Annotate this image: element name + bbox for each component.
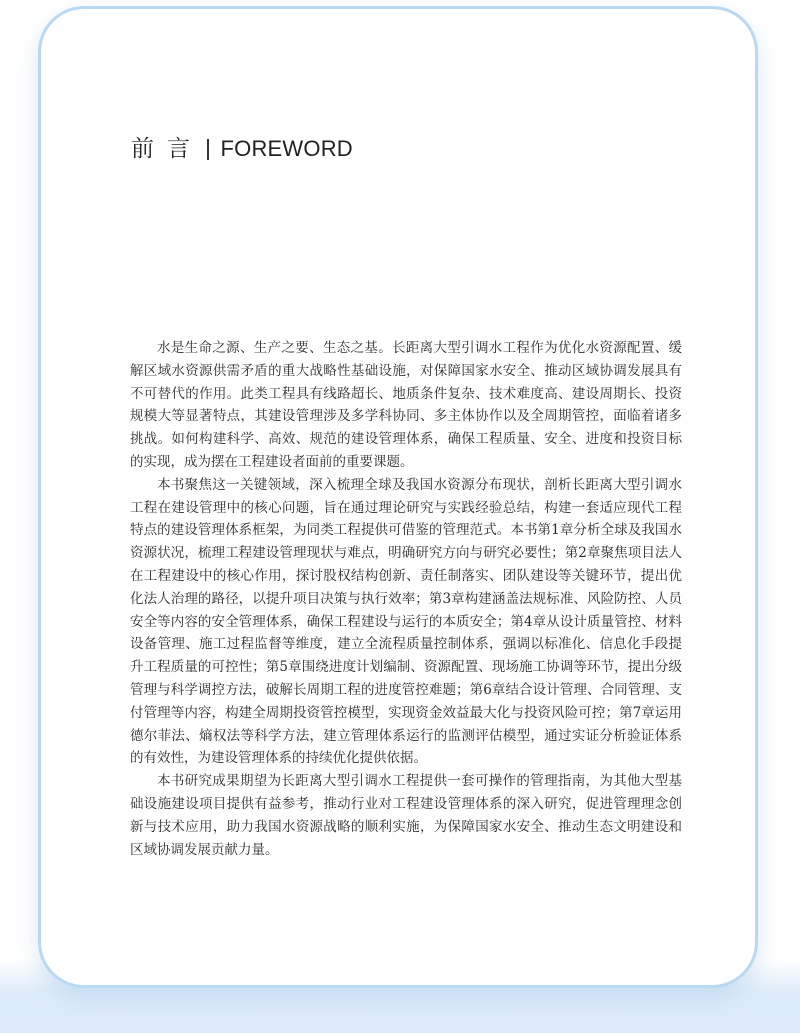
paragraph-1: 水是生命之源、生产之要、生态之基。长距离大型引调水工程作为优化水资源配置、缓解区域水资源供需矛盾的重大战略性基础设施，对保障国家水安全、推动区域协调发展具有不可替代的作用。此类工程具有线路超长、地质条件复杂、技术难度高、建设周期长、投资规模大等显著特点，其建设管理涉及多学科协同、多主体协作以及全周期管控，面临着诸多挑战。如何构建科学、高效、规范的建设管理体系，确保工程质量、安全、进度和投资目标的实现，成为摆在工程建设者面前的重要课题。 xyxy=(130,340,682,470)
paragraph-2: 本书聚焦这一关键领域，深入梳理全球及我国水资源分布现状，剖析长距离大型引调水工程在建设管理中的核心问题，旨在通过理论研究与实践经验总结，构建一套适应现代工程特点的建设管理体系框架，为同类工程提供可借鉴的管理范式。本书第1章分析全球及我国水资源状况，梳理工程建设管理现状与难点，明确研究方向与研究必要性；第2章聚焦项目法人在工程建设中的核心作用，探讨股权结构创新、责任制落实、团队建设等关键环节，提出优化法人治理的路径，以提升项目决策与执行效率；第3章构建涵盖法规标准、风险防控、人员安全等内容的安全管理体系，确保工程建设与运行的本质安全；第4章从设计质量管控、材料设备管理、施工过程监督等维度，建立全流程质量控制体系，强调以标准化、信息化手段提升工程质量的可控性；第5章围绕进度计划编制、资源配置、现场施工协调等环节，提出分级管理与科学调控方法，破解长周期工程的进度管控难题；第6章结合设计管理、合同管理、支付管理等内容，构建全周期投资管控模型，实现资金效益最大化与投资风险可控；第7章运用德尔菲法、熵权法等科学方法，建立管理体系运行的监测评估模型，通过实证分析验证体系的有效性，为建设管理体系的持续优化提供依据。 xyxy=(130,476,682,767)
title-english: FOREWORD xyxy=(220,136,353,161)
title-chinese: 前言 xyxy=(131,136,203,162)
paragraph-3: 本书研究成果期望为长距离大型引调水工程提供一套可操作的管理指南，为其他大型基础设施建设项目提供有益参考，推动行业对工程建设管理体系的深入研究，促进管理理念创新与技术应用，助力我国水资源战略的顺利实施，为保障国家水安全、推动生态文明建设和区域协调发展贡献力量。 xyxy=(130,773,682,858)
page-title xyxy=(131,135,353,163)
title-divider xyxy=(207,139,209,160)
foreword-body xyxy=(130,337,682,861)
